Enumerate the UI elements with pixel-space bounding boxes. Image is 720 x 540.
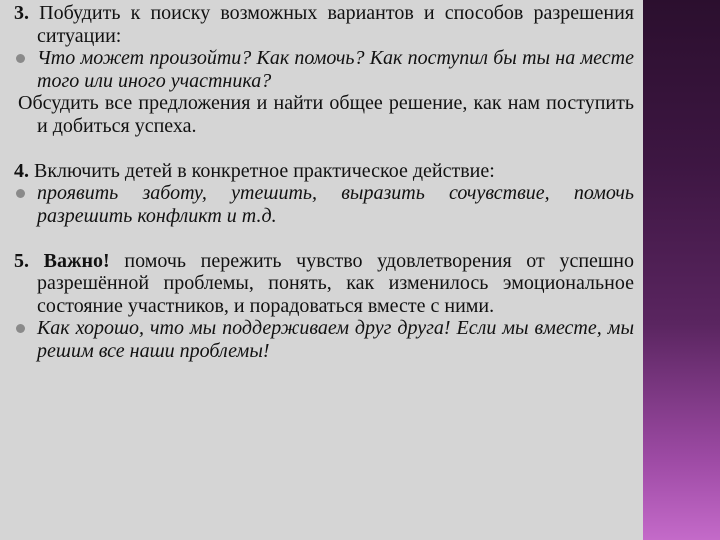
section-4-bullet-item — [14, 182, 634, 227]
section-5-number: 5. — [14, 249, 29, 272]
section-3-bullet-text: Что может произойти? Как помочь? Как поступил бы ты на месте того или иного участника? — [37, 47, 634, 92]
section-4-number: 4. — [14, 159, 29, 182]
section-4-bullet-text: проявить заботу, утешить, выразить сочувствие, помочь разрешить конфликт и т.д. — [37, 182, 634, 227]
section-3-heading — [14, 2, 634, 47]
slide-content — [14, 2, 634, 362]
section-5-heading — [14, 250, 634, 318]
section-5-bullet-item — [14, 317, 634, 362]
section-5-important: Важно! — [43, 249, 110, 272]
section-3-bullet-item — [14, 47, 634, 92]
section-3-number: 3. — [14, 2, 29, 24]
section-3-text: Обсудить все предложения и найти общее решение, как нам поступить и добиться успеха. — [18, 92, 634, 137]
section-4-heading — [14, 160, 634, 183]
section-3-heading-text: Побудить к поиску возможных вариантов и способов разрешения ситуации: — [37, 2, 634, 47]
spacer — [14, 227, 634, 250]
spacer — [14, 137, 634, 160]
accent-bar — [643, 0, 720, 540]
section-4-heading-text: Включить детей в конкретное практическое действие: — [34, 159, 495, 182]
section-5-heading-text: помочь пережить чувство удовлетворения от успешно разрешённой проблемы, понять, как изменилось эмоциональное состояние участников, и порадоваться вместе с ними. — [37, 249, 635, 317]
bullet-icon — [16, 54, 25, 63]
section-5-bullet-text: Как хорошо, что мы поддерживаем друг друга! Если мы вместе, мы решим все наши проблемы! — [37, 317, 634, 362]
bullet-icon — [16, 189, 25, 198]
bullet-icon — [16, 324, 25, 333]
